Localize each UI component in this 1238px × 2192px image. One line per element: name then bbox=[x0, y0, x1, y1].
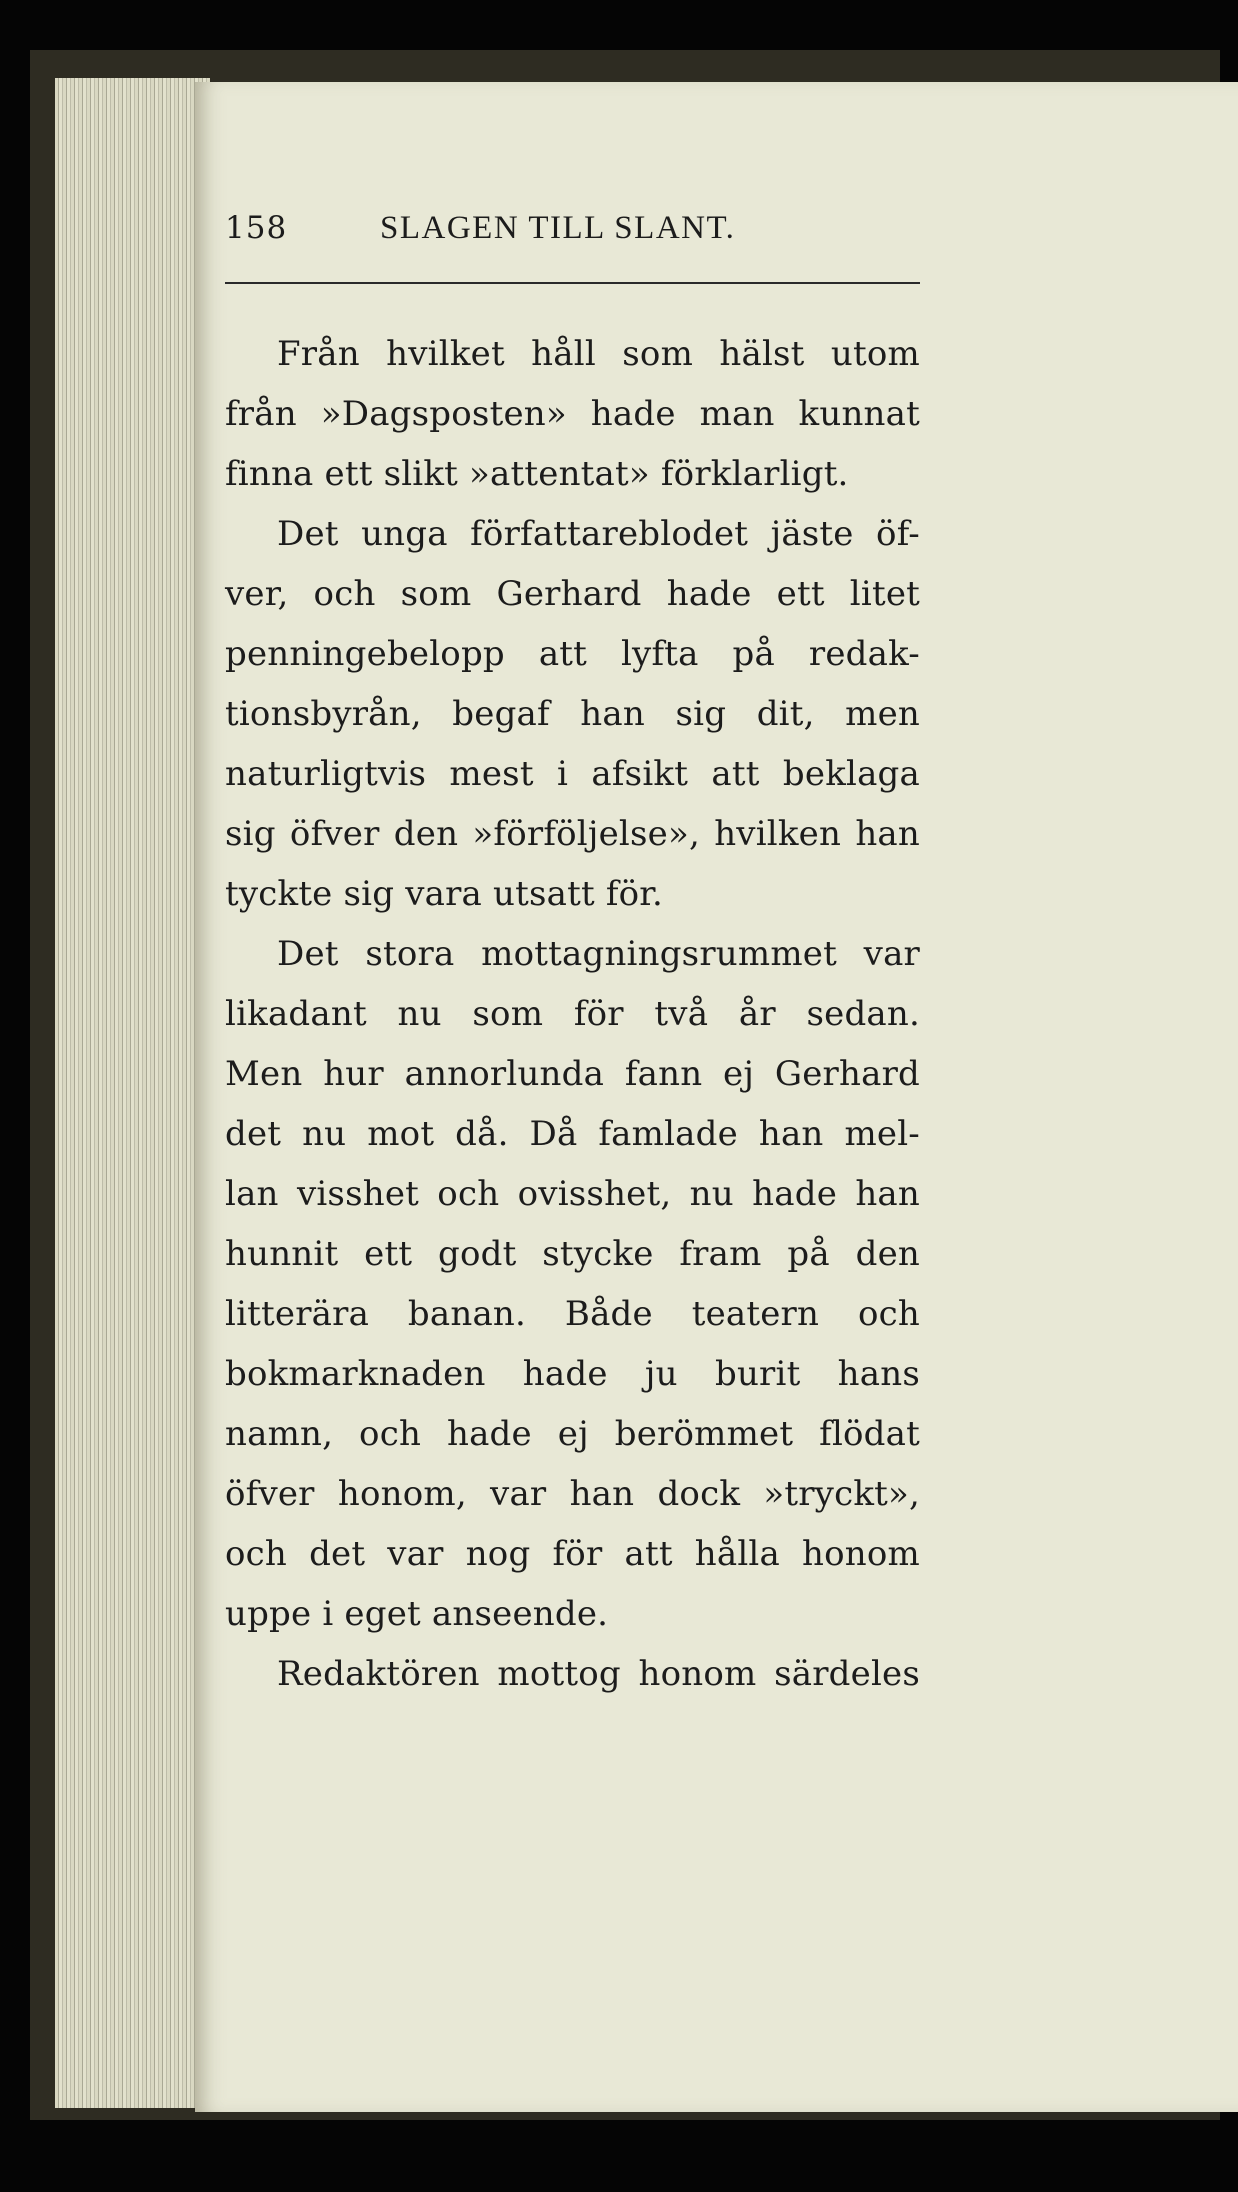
text-line: Från hvilket håll som hälst utom bbox=[277, 334, 920, 374]
text-line: litterära banan. Både teatern och bbox=[225, 1294, 920, 1334]
page-content bbox=[225, 210, 1145, 1704]
text-line: det nu mot då. Då famlade han mel- bbox=[225, 1114, 920, 1154]
text-line: Men hur annorlunda fann ej Gerhard bbox=[225, 1054, 920, 1094]
text-line: hunnit ett godt stycke fram på den bbox=[225, 1234, 920, 1274]
text-line: och det var nog för att hålla honom bbox=[225, 1534, 920, 1574]
text-line: ver, och som Gerhard hade ett litet bbox=[225, 574, 920, 614]
page-number: 158 bbox=[225, 210, 288, 246]
running-title: SLAGEN TILL SLANT. bbox=[380, 210, 736, 246]
text-line: från »Dagsposten» hade man kunnat bbox=[225, 394, 920, 434]
text-line: likadant nu som för två år sedan. bbox=[225, 994, 920, 1034]
text-line: Redaktören mottog honom särdeles bbox=[277, 1654, 920, 1694]
text-line: namn, och hade ej berömmet flödat bbox=[225, 1414, 920, 1454]
text-line: Det unga författareblodet jäste öf- bbox=[277, 514, 920, 554]
text-line: tionsbyrån, begaf han sig dit, men bbox=[225, 694, 920, 734]
page-edges bbox=[55, 78, 210, 2108]
body-text bbox=[225, 324, 1145, 1704]
header-rule bbox=[225, 282, 920, 284]
running-header bbox=[225, 210, 1145, 266]
text-line: Det stora mottagningsrummet var bbox=[277, 934, 920, 974]
text-line: tyckte sig vara utsatt för. bbox=[225, 874, 664, 914]
text-line: uppe i eget anseende. bbox=[225, 1594, 609, 1634]
text-line: bokmarknaden hade ju burit hans bbox=[225, 1354, 920, 1394]
text-line: finna ett slikt »attentat» förklarligt. bbox=[225, 454, 849, 494]
text-line: lan visshet och ovisshet, nu hade han bbox=[225, 1174, 920, 1214]
text-line: öfver honom, var han dock »tryckt», bbox=[225, 1474, 920, 1514]
text-line: sig öfver den »förföljelse», hvilken han bbox=[225, 814, 920, 854]
text-line: penningebelopp att lyfta på redak- bbox=[225, 634, 920, 674]
text-line: naturligtvis mest i afsikt att beklaga bbox=[225, 754, 920, 794]
